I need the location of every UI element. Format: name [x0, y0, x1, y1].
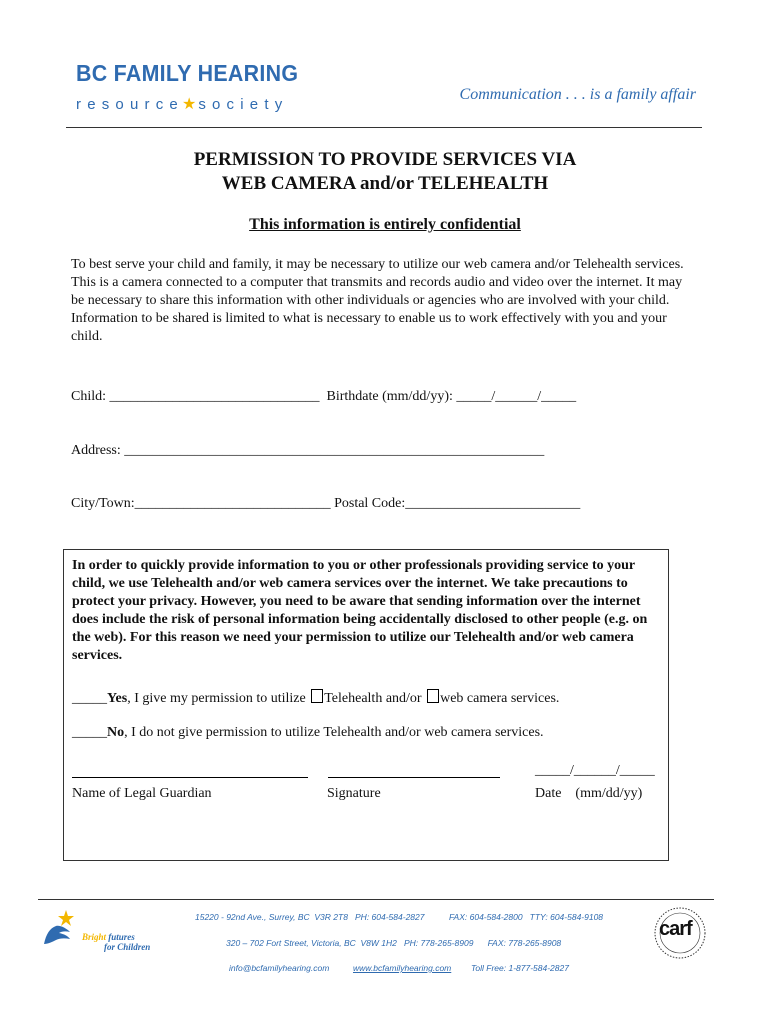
footer-tollfree: Toll Free: 1-877-584-2827	[471, 963, 569, 973]
webcam-checkbox[interactable]	[427, 689, 439, 703]
for-children-text: for Children	[104, 942, 151, 952]
logo-sub-right: society	[198, 96, 289, 113]
logo-sub-left: resource	[76, 96, 184, 113]
star-icon: ★	[181, 96, 197, 113]
header-divider	[66, 127, 702, 128]
bright-futures-text	[82, 932, 150, 952]
bright-futures-logo-icon	[40, 908, 80, 948]
webcam-label: web camera services.	[440, 691, 560, 706]
city-postal-field[interactable]: City/Town:____________________________ Postal Code:_________________________	[71, 496, 581, 511]
footer-website-link[interactable]: www.bcfamilyhearing.com	[353, 963, 452, 973]
org-logo-name: BC FAMILY HEARING	[76, 60, 299, 86]
guardian-name-line[interactable]	[72, 777, 308, 778]
form-title	[0, 148, 770, 196]
guardian-label: Name of Legal Guardian	[72, 786, 212, 801]
yes-blank[interactable]: _____	[72, 691, 107, 706]
address-field[interactable]: Address: ____________________________________________________________	[71, 443, 545, 458]
date-blanks[interactable]: _____/______/_____	[535, 763, 655, 778]
consent-yes-option[interactable]	[72, 689, 559, 707]
intro-paragraph: To best serve your child and family, it may be necessary to utilize our web camera and/or Telehealth services. This is a camera connected to a computer that transmits and records audio and video over the internet. It may be necessary to share this information with other individuals or agencies who are involved with your child. Information to be shared is limited to what is necessary to enable us to work effectively with you and your child.	[71, 257, 684, 344]
telehealth-label: Telehealth and/or	[324, 691, 426, 706]
form-title-line1: PERMISSION TO PROVIDE SERVICES VIA	[193, 149, 577, 170]
child-birthdate-field[interactable]: Child: ______________________________ Birthdate (mm/dd/yy): _____/______/_____	[71, 389, 577, 404]
no-text: , I do not give permission to utilize Telehealth and/or web camera services.	[124, 725, 544, 740]
footer-address-victoria: 320 – 702 Fort Street, Victoria, BC V8W 1H2 PH: 778-265-8909 FAX: 778-265-8908	[226, 938, 562, 948]
signature-label: Signature	[327, 786, 381, 801]
futures-word: futures	[108, 932, 135, 942]
no-label: No	[107, 725, 125, 740]
yes-text: , I give my permission to utilize	[127, 691, 310, 706]
footer-address-surrey: 15220 - 92nd Ave., Surrey, BC V3R 2T8 PH: 604-584-2827	[195, 912, 425, 922]
org-logo-subtitle	[76, 94, 288, 114]
signature-line[interactable]	[328, 777, 500, 778]
tagline: Communication . . . is a family affair	[459, 86, 696, 103]
date-label: Date (mm/dd/yy)	[535, 786, 643, 801]
form-subtitle: This information is entirely confidential	[249, 216, 521, 233]
consent-notice: In order to quickly provide information to you or other professionals providing service to your child, we use Telehealth and/or web camera services over the internet. We take precautions to protect your privacy. However, you need to be aware that sending information over the internet does include the risk of personal information being accidentally disclosed to other people (e.g. on the web). For this reason we need your permission to utilize our Telehealth and/or web camera services.	[72, 558, 648, 663]
carf-text: carf	[659, 918, 692, 940]
telehealth-checkbox[interactable]	[311, 689, 323, 703]
no-blank[interactable]: _____	[72, 725, 107, 740]
footer-fax-tty: FAX: 604-584-2800 TTY: 604-584-9108	[449, 912, 604, 922]
footer-email[interactable]: info@bcfamilyhearing.com	[229, 963, 330, 973]
yes-label: Yes	[107, 691, 128, 706]
consent-no-option[interactable]	[72, 725, 544, 741]
footer-divider	[38, 899, 714, 900]
bright-word: Bright	[82, 932, 107, 942]
form-title-line2: WEB CAMERA and/or TELEHEALTH	[221, 173, 549, 194]
